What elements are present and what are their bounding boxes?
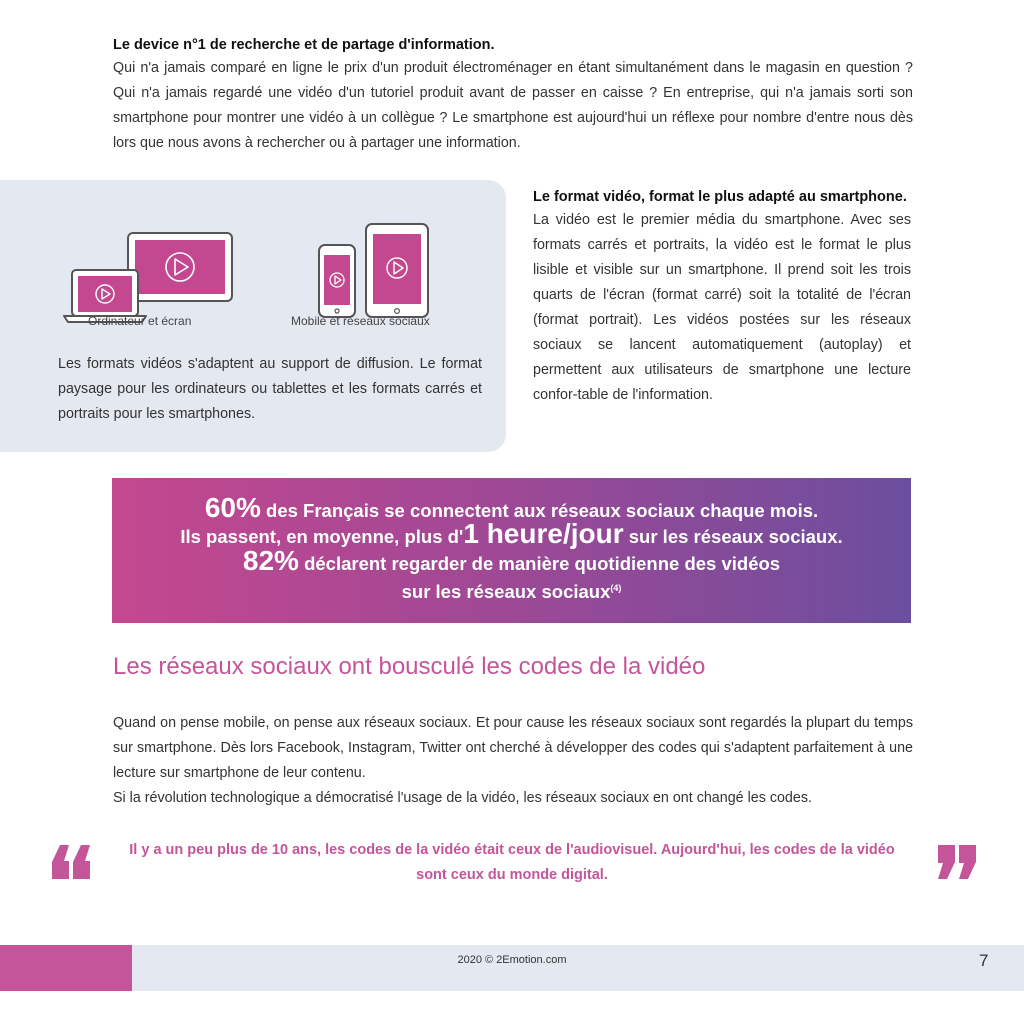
device-formats-text: Les formats vidéos s'adaptent au support de diffusion. Le format paysage pour les ordinateurs ou tablettes et les formats carrés et portraits pour les smartphones.: [58, 356, 482, 422]
smartphone-icon: [319, 245, 355, 317]
stat-value-1h: 1 heure/jour: [463, 518, 624, 549]
footer-copyright: 2020 © 2Emotion.com: [457, 954, 567, 966]
pull-quote: Il y a un peu plus de 10 ans, les codes de la vidéo était ceux de l'audiovisuel. Aujourd'hui, les codes de la vidéo sont ceux du monde digital.: [129, 842, 895, 883]
video-format-section: [533, 186, 911, 408]
desktop-monitor-icon: [128, 233, 232, 301]
desktop-caption: Ordinateur et écran: [88, 314, 192, 328]
stat-value-60: 60%: [204, 492, 261, 523]
device-illustration: [60, 200, 480, 355]
section-title: Les réseaux sociaux ont bousculé les codes de la vidéo: [113, 653, 706, 680]
footer-accent: [0, 945, 132, 991]
stat-text-2a: Ils passent, en moyenne, plus d': [180, 526, 464, 547]
footnote-ref: (4): [610, 583, 622, 593]
stat-value-82: 82%: [242, 545, 299, 576]
stat-line-2: [112, 518, 911, 550]
intro-body: Qui n'a jamais comparé en ligne le prix d'un produit électroménager en étant simultanément dans le magasin en question ? Qui n'a jamais regardé une vidéo d'un tutoriel produit avant de passer en caisse ? En entreprise, qui n'a jamais sorti son smartphone pour montrer une vidéo à un collègue ? Le smartphone est aujourd'hui un réflexe pour nombre d'entre nous dès lors que nous avons à rechercher ou à partager une information.: [113, 60, 913, 151]
video-format-title: Le format vidéo, format le plus adapté au smartphone.: [533, 189, 907, 205]
stat-text-4: sur les réseaux sociaux: [401, 581, 611, 603]
video-format-body: La vidéo est le premier média du smartphone. Avec ses formats carrés et portraits, la vidéo est le format le plus lisible et visible sur un smartphone. Il prend soit les trois quarts de l'écran (format carré) soit la totalité de l'écran (format portrait). Les vidéos postées sur les réseaux sociaux se lancent automatiquement (autoplay) et permettent aux utilisateurs de smartphone une lecture confor-table de l'information.: [533, 212, 911, 403]
tablet-icon: [366, 224, 428, 317]
intro-title: Le device n°1 de recherche et de partage d'information.: [113, 37, 495, 53]
stat-text-3: déclarent regarder de manière quotidienne des vidéos: [298, 553, 781, 574]
page-number: 7: [979, 951, 989, 970]
stat-line-3: [112, 545, 911, 577]
section-paragraph-2: Si la révolution technologique a démocratisé l'usage de la vidéo, les réseaux sociaux en ont changé les codes.: [113, 790, 812, 806]
section-paragraph-1: Quand on pense mobile, on pense aux réseaux sociaux. Et pour cause les réseaux sociaux sont regardés la plupart du temps sur smartphone. Dès lors Facebook, Instagram, Twitter ont cherché à développer des codes qui s'adaptent parfaitement à une lecture sur smartphone de leur contenu.: [113, 715, 913, 781]
mobile-caption: Mobile et réseaux sociaux: [291, 314, 430, 328]
open-quote-icon: [52, 845, 92, 881]
device-formats-panel: [0, 180, 506, 452]
stats-banner: [112, 478, 911, 623]
close-quote-icon: [936, 845, 976, 881]
footer-band: [0, 945, 1024, 991]
intro-section: [113, 34, 913, 156]
stat-text-1: des Français se connectent aux réseaux sociaux chaque mois.: [260, 500, 819, 521]
section-body: [113, 711, 913, 811]
stat-line-4: [112, 575, 911, 605]
stat-text-2b: sur les réseaux sociaux.: [623, 526, 843, 547]
